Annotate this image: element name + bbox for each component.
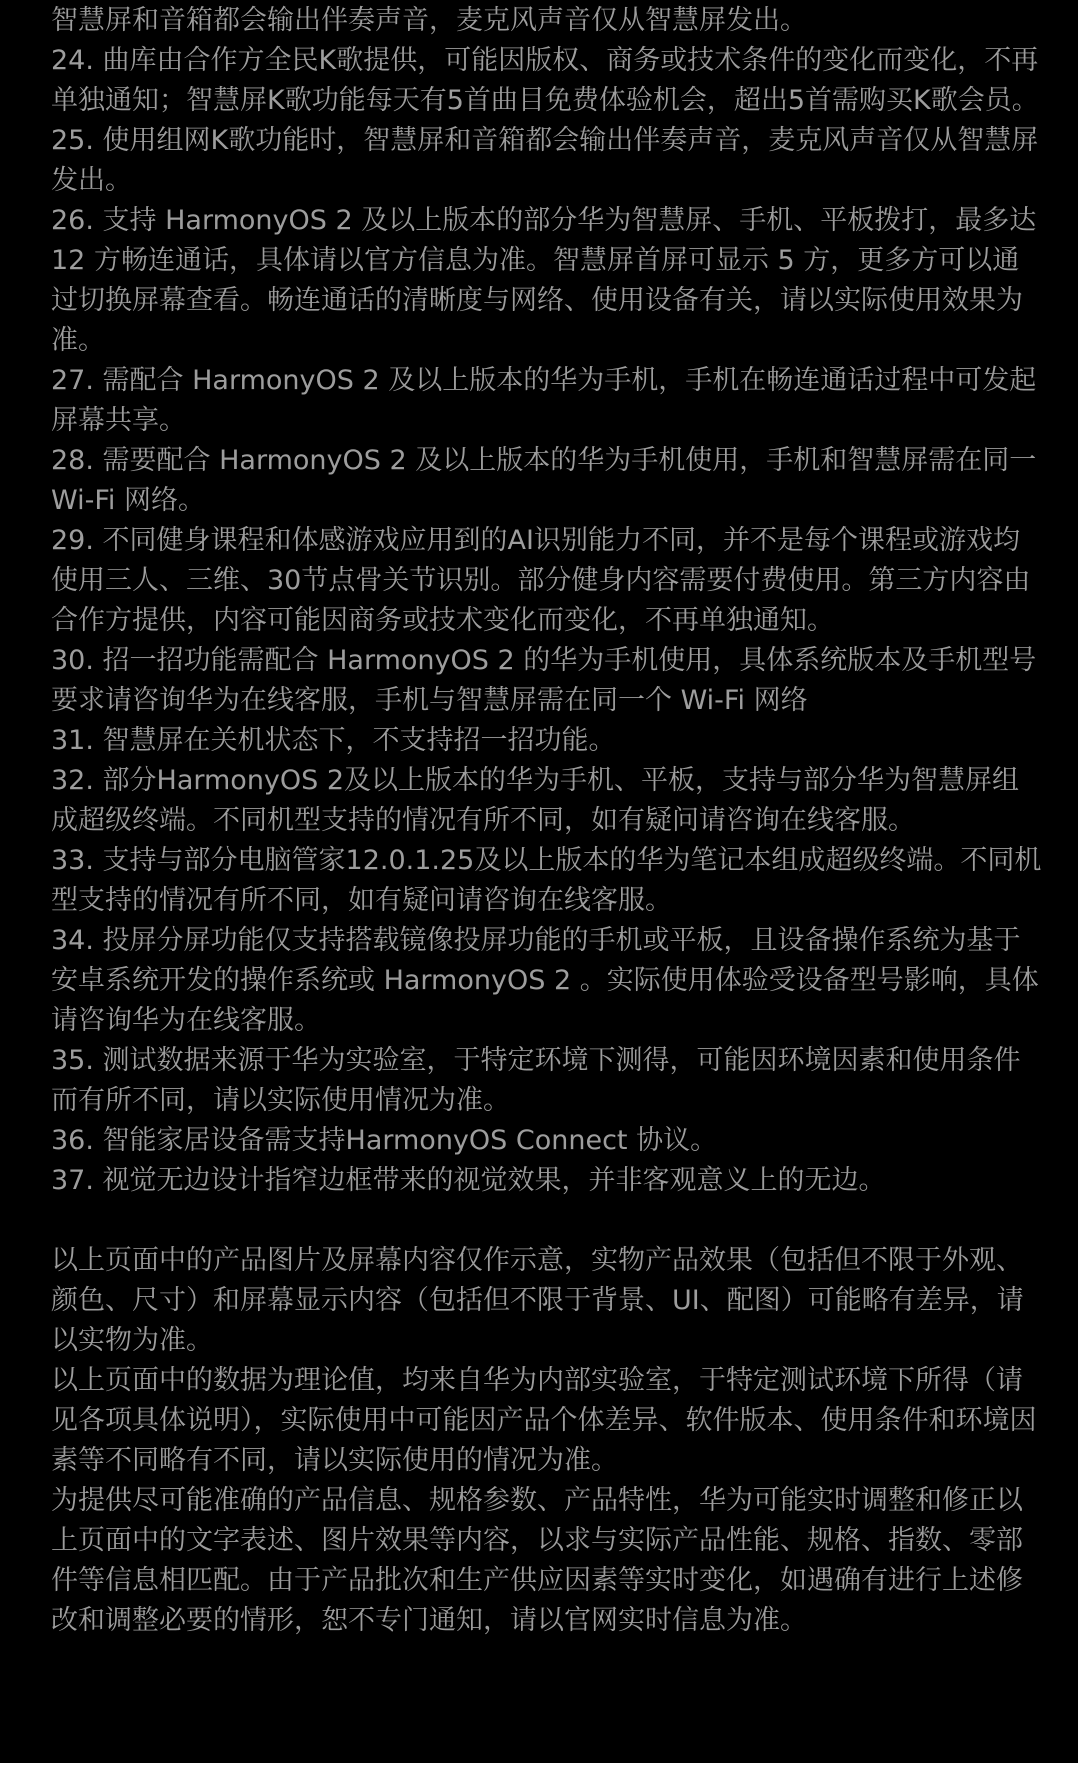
footnote-29: 29. 不同健身课程和体感游戏应用到的AI识别能力不同，并不是每个课程或游戏均使用三人、三维、30节点骨关节识别。部分健身内容需要付费使用。第三方内容由合作方提供，内容可能因商务或技术变化而变化，不再单独通知。 bbox=[51, 525, 1031, 636]
footnote-37: 37. 视觉无边设计指窄边框带来的视觉效果，并非客观意义上的无边。 bbox=[51, 1165, 886, 1196]
footnote-32: 32. 部分HarmonyOS 2及以上版本的华为手机、平板，支持与部分华为智慧屏组成超级终端。不同机型支持的情况有所不同，如有疑问请咨询在线客服。 bbox=[51, 765, 1020, 836]
footnote-line: 智慧屏和音箱都会输出伴奏声音，麦克风声音仅从智慧屏发出。 bbox=[51, 5, 807, 36]
footnote-30: 30. 招一招功能需配合 HarmonyOS 2 的华为手机使用，具体系统版本及手机型号要求请咨询华为在线客服，手机与智慧屏需在同一个 Wi-Fi 网络 bbox=[51, 645, 1037, 716]
footnote-26: 26. 支持 HarmonyOS 2 及以上版本的部分华为智慧屏、手机、平板拨打，最多达 12 方畅连通话，具体请以官方信息为准。智慧屏首屏可显示 5 方，更多方可以通过切换屏幕查看。畅连通话的清晰度与网络、使用设备有关，请以实际使用效果为准。 bbox=[51, 205, 1037, 356]
footnotes-text-block bbox=[51, 1, 1046, 1641]
footnote-28: 28. 需要配合 HarmonyOS 2 及以上版本的华为手机使用，手机和智慧屏需在同一 Wi-Fi 网络。 bbox=[51, 445, 1037, 516]
footnote-27: 27. 需配合 HarmonyOS 2 及以上版本的华为手机，手机在畅连通话过程中可发起屏幕共享。 bbox=[51, 365, 1037, 436]
disclaimer-images: 以上页面中的产品图片及屏幕内容仅作示意，实物产品效果（包括但不限于外观、颜色、尺寸）和屏幕显示内容（包括但不限于背景、UI、配图）可能略有差异，请以实物为准。 bbox=[51, 1245, 1024, 1356]
footnote-34: 34. 投屏分屏功能仅支持搭载镜像投屏功能的手机或平板，且设备操作系统为基于安卓系统开发的操作系统或 HarmonyOS 2 。实际使用体验受设备型号影响，具体请咨询华为在线客服。 bbox=[51, 925, 1039, 1036]
footnote-36: 36. 智能家居设备需支持HarmonyOS Connect 协议。 bbox=[51, 1125, 718, 1156]
footnote-31: 31. 智慧屏在关机状态下，不支持招一招功能。 bbox=[51, 725, 616, 756]
disclaimer-data: 以上页面中的数据为理论值，均来自华为内部实验室，于特定测试环境下所得（请见各项具体说明），实际使用中可能因产品个体差异、软件版本、使用条件和环境因素等不同略有不同，请以实际使用的情况为准。 bbox=[51, 1365, 1037, 1476]
footnote-24: 24. 曲库由合作方全民K歌提供，可能因版权、商务或技术条件的变化而变化，不再单独通知；智慧屏K歌功能每天有5首曲目免费体验机会，超出5首需购买K歌会员。 bbox=[51, 45, 1039, 116]
footnote-33: 33. 支持与部分电脑管家12.0.1.25及以上版本的华为笔记本组成超级终端。不同机型支持的情况有所不同，如有疑问请咨询在线客服。 bbox=[51, 845, 1042, 916]
footnote-35: 35. 测试数据来源于华为实验室，于特定环境下测得，可能因环境因素和使用条件而有所不同，请以实际使用情况为准。 bbox=[51, 1045, 1021, 1116]
footnote-25: 25. 使用组网K歌功能时，智慧屏和音箱都会输出伴奏声音，麦克风声音仅从智慧屏发出。 bbox=[51, 125, 1039, 196]
section-spacer bbox=[51, 1201, 1046, 1241]
disclaimer-updates: 为提供尽可能准确的产品信息、规格参数、产品特性，华为可能实时调整和修正以上页面中的文字表述、图片效果等内容，以求与实际产品性能、规格、指数、零部件等信息相匹配。由于产品批次和生产供应因素等实时变化，如遇确有进行上述修改和调整必要的情形，恕不专门通知，请以官网实时信息为准。 bbox=[51, 1485, 1023, 1636]
